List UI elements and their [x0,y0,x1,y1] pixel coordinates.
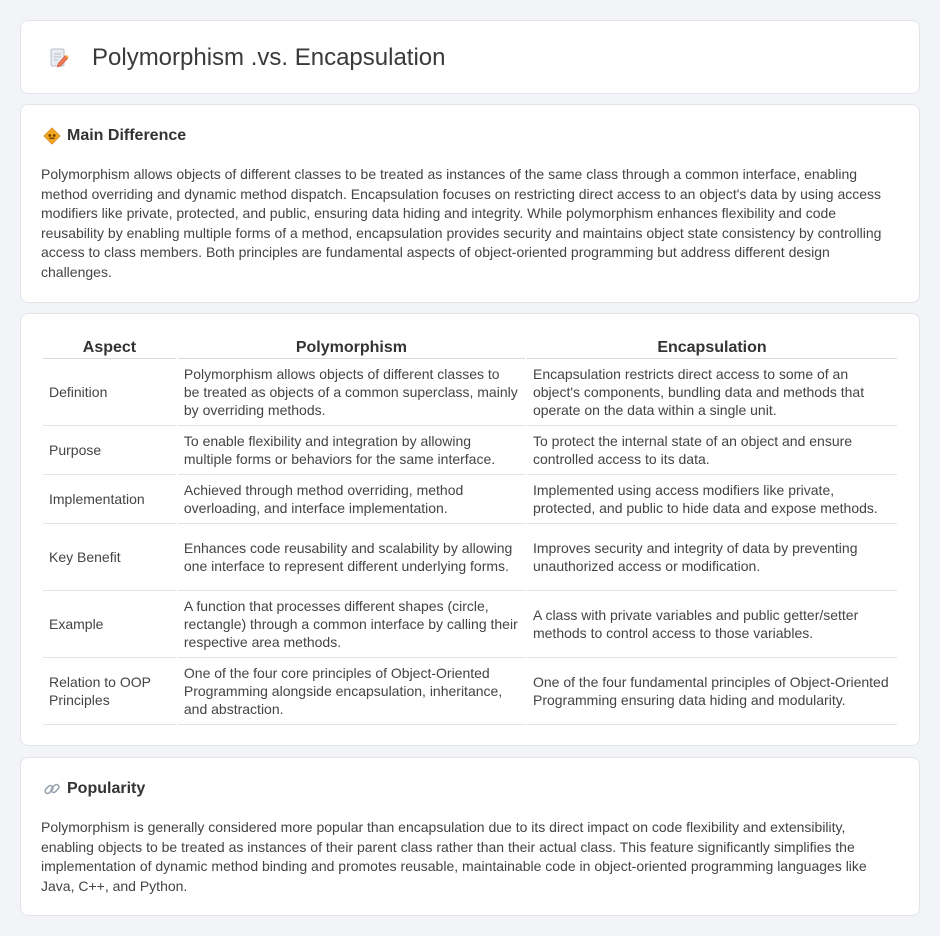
table-row [43,658,897,725]
link-icon [43,780,61,798]
column-header-aspect: Aspect [43,335,176,359]
polymorphism-cell: Enhances code reusability and scalability by allowing one interface to represent different underlying forms. [178,524,525,591]
table-row [43,591,897,658]
encapsulation-cell: Encapsulation restricts direct access to some of an object's components, bundling data and methods that operate on the data within a single unit. [527,359,897,426]
aspect-cell: Definition [43,359,176,426]
polymorphism-cell: One of the four core principles of Object-Oriented Programming alongside encapsulation, inheritance, and abstraction. [178,658,525,725]
main-difference-heading-row [43,127,186,145]
encapsulation-cell: Improves security and integrity of data by preventing unauthorized access or modification. [527,524,897,591]
main-difference-text: Polymorphism allows objects of different classes to be treated as instances of the same class through a common interface, enabling method overriding and dynamic method dispatch. Encapsulation focuses on restricting direct access to an object's data by using access modifiers like private, protected, and public, ensuring data hiding and integrity. While polymorphism enhances flexibility and code reusability by enabling multiple forms of a method, encapsulation provides security and maintains object state consistency by controlling access to class members. Both principles are fundamental aspects of object-oriented programming but address different design challenges. [41,166,882,280]
aspect-cell: Example [43,591,176,658]
polymorphism-cell: Achieved through method overriding, method overloading, and interface implementation. [178,475,525,524]
table-row [43,359,897,426]
comparison-table [41,335,899,725]
aspect-cell: Implementation [43,475,176,524]
encapsulation-cell: To protect the internal state of an object and ensure controlled access to its data. [527,426,897,475]
diamond-icon [43,127,61,145]
table-row [43,426,897,475]
aspect-cell: Key Benefit [43,524,176,591]
popularity-section [20,757,920,916]
polymorphism-cell: To enable flexibility and integration by allowing multiple forms or behaviors for the same interface. [178,426,525,475]
aspect-cell: Purpose [43,426,176,475]
document-edit-icon [49,47,69,69]
popularity-heading-row [43,780,145,798]
main-difference-section [20,104,920,303]
table-row [43,524,897,591]
table-row [43,475,897,524]
comparison-section [20,313,920,746]
aspect-cell: Relation to OOP Principles [43,658,176,725]
main-difference-heading: Main Difference [67,127,187,144]
column-header-polymorphism: Polymorphism [178,335,525,359]
popularity-text: Polymorphism is generally considered more popular than encapsulation due to its direct impact on code flexibility and extensibility, enabling objects to be treated as instances of their parent class rather than their actual class. This feature significantly simplifies the implementation of dynamic method binding and promotes reusable, maintainable code in object-oriented programming languages like Java, C++, and Python. [41,819,867,894]
header-card [20,20,920,94]
encapsulation-cell: One of the four fundamental principles of Object-Oriented Programming ensuring data hiding and modularity. [527,658,897,725]
page-title: Polymorphism .vs. Encapsulation [92,44,446,71]
popularity-heading: Popularity [67,780,146,797]
polymorphism-cell: A function that processes different shapes (circle, rectangle) through a common interface by calling their respective area methods. [178,591,525,658]
table-header-row [43,335,897,359]
column-header-encapsulation: Encapsulation [527,335,897,359]
polymorphism-cell: Polymorphism allows objects of different classes to be treated as objects of a common superclass, mainly by overriding methods. [178,359,525,426]
encapsulation-cell: A class with private variables and public getter/setter methods to control access to those variables. [527,591,897,658]
encapsulation-cell: Implemented using access modifiers like private, protected, and public to hide data and expose methods. [527,475,897,524]
